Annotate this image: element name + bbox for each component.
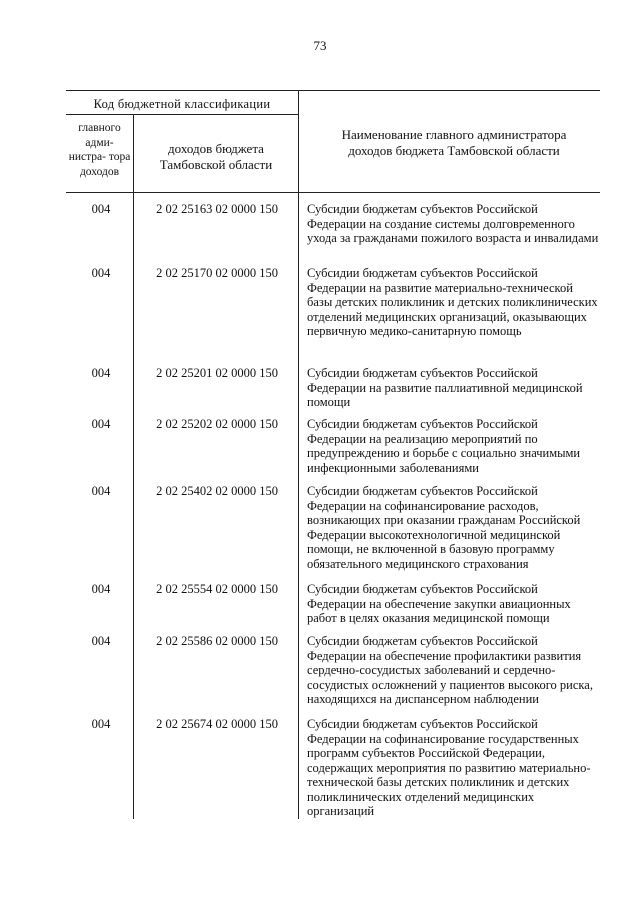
column-divider-1 <box>133 114 134 819</box>
admin-code-cell: 004 <box>91 717 111 731</box>
income-code-cell: 2 02 25202 02 0000 150 <box>156 417 278 431</box>
page-number: 73 <box>313 38 327 53</box>
income-name-cell: Субсидии бюджетам субъектов Российской Федерации на развитие паллиативной медицинской помощи <box>307 366 583 409</box>
budget-code-underline <box>66 114 298 115</box>
income-name-cell: Субсидии бюджетам субъектов Российской Федерации на развитие материально-технической базы детских поликлиник и детских поликлинических отделений медицинских организаций, оказывающих первичную медико-санитарную помощь <box>307 266 598 338</box>
admin-code-cell: 004 <box>91 417 111 431</box>
admin-code-cell: 004 <box>91 266 111 280</box>
income-name-cell: Субсидии бюджетам субъектов Российской Федерации на обеспечение профилактики развития сердечно-сосудистых заболеваний и сердечно-сосудистых осложнений у пациентов высокого риска, находящихся на диспансерном наблюдении <box>307 634 593 706</box>
admin-code-cell: 004 <box>91 582 111 596</box>
income-code-cell: 2 02 25402 02 0000 150 <box>156 484 278 498</box>
income-code-cell: 2 02 25170 02 0000 150 <box>156 266 278 280</box>
income-code-cell: 2 02 25674 02 0000 150 <box>156 717 278 731</box>
income-name-cell: Субсидии бюджетам субъектов Российской Федерации на реализацию мероприятий по предупреждению и борьбе с социально значимыми инфекционными заболеваниями <box>307 417 581 475</box>
column-divider-2 <box>298 90 299 819</box>
admin-code-cell: 004 <box>91 484 111 498</box>
income-code-cell: 2 02 25586 02 0000 150 <box>156 634 278 648</box>
income-name-cell: Субсидии бюджетам субъектов Российской Федерации на софинансирование расходов, возникающих при оказании гражданам Российской Федерации высокотехнологичной медицинской помощи, не включенной в базовую программу обязательного медицинского страхования <box>307 484 581 571</box>
income-name-cell: Субсидии бюджетам субъектов Российской Федерации на софинансирование государственных программ субъектов Российской Федерации, содержащих мероприятия по развитию материально-технической базы детских поликлиник и детских поликлинических отделений медицинских организаций <box>307 717 591 818</box>
admin-code-cell: 004 <box>91 634 111 648</box>
header-bottom-border <box>66 192 600 193</box>
income-code-cell: 2 02 25201 02 0000 150 <box>156 366 278 380</box>
income-code-cell: 2 02 25163 02 0000 150 <box>156 202 278 216</box>
income-name-cell: Субсидии бюджетам субъектов Российской Федерации на создание системы долговременного ухода за гражданами пожилого возраста и инвалидами <box>307 202 599 245</box>
income-code-cell: 2 02 25554 02 0000 150 <box>156 582 278 596</box>
table-top-border <box>66 90 600 91</box>
column-header-admin: главного адми- нистра- тора доходов <box>68 122 131 178</box>
column-header-name: Наименование главного администратора доходов бюджета Тамбовской области <box>341 127 567 158</box>
admin-code-cell: 004 <box>91 202 111 216</box>
admin-code-cell: 004 <box>91 366 111 380</box>
column-header-income: доходов бюджета Тамбовской области <box>159 141 273 172</box>
budget-code-group-header: Код бюджетной классификации <box>93 97 271 111</box>
income-name-cell: Субсидии бюджетам субъектов Российской Федерации на обеспечение закупки авиационных работ в целях оказания медицинской помощи <box>307 582 571 625</box>
